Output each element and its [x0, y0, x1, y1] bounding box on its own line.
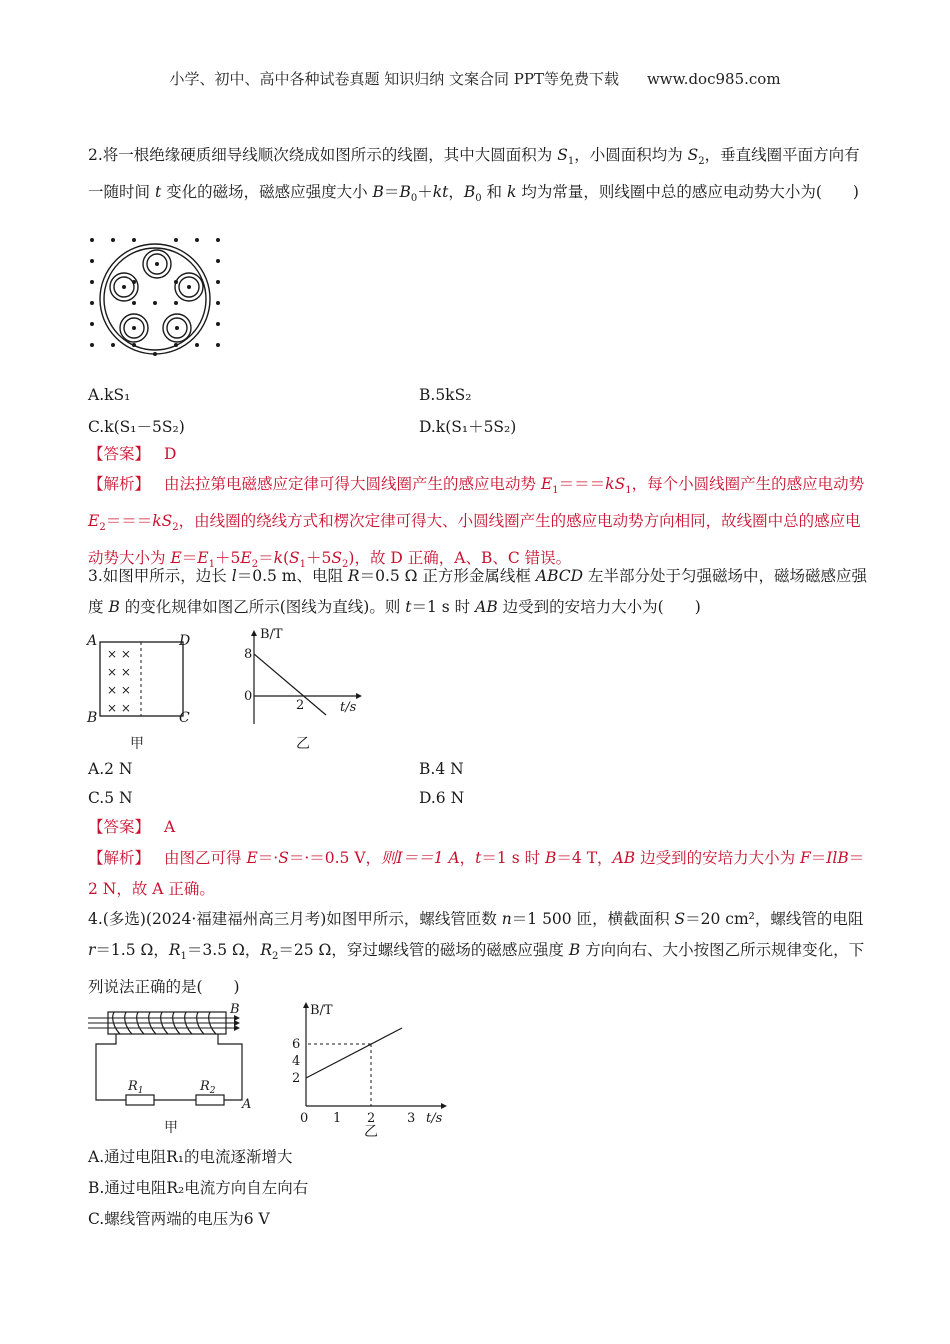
question-3-number: 3.: [88, 567, 103, 585]
answer-label: 【答案】: [88, 818, 151, 836]
corner-b-label: B: [87, 710, 98, 726]
y-tick-2: 2: [292, 1071, 301, 1086]
question-4-stem: 4.(多选)(2024·福建福州高三月考)如图甲所示，螺线管匝数 n＝1 500 匝，横截面积 S＝20 cm²，螺线管的电阻 r＝1.5 Ω，$R_1=3.5$ Ω，$R_2=25$ Ω，穿过螺线管的磁场的磁感应强度 B 方向向右、大小按图乙所示规律变化，下列说法正确的是( ): [88, 910, 865, 997]
q3-option-a[interactable]: A.2 N: [88, 760, 133, 778]
x-tick-2: 2: [367, 1111, 376, 1126]
q3-option-b[interactable]: B.4 N: [419, 760, 464, 778]
field-b-label: B: [230, 1002, 240, 1017]
answer-value: A: [164, 818, 176, 836]
question-2-stem: 2.将一根绝缘硬质细导线顺次绕成如图所示的线圈，其中大圆面积为 $S_1$，小圆面积均为 $S_2$，垂直线圈平面方向有一随时间 t 变化的磁场，磁感应强度大小 $B=B_0+kt$，$B_0$ 和 k 均为常量，则线圈中总的感应电动势大小为( ): [88, 146, 860, 205]
question-2-number: 2.: [88, 146, 103, 164]
y-tick-8: 8: [244, 647, 253, 662]
y-axis-label: B/T: [310, 1003, 333, 1018]
svg-text:R2: $R_2$: [200, 1079, 216, 1096]
q4-option-a[interactable]: A.通过电阻R₁的电流逐渐增大: [88, 1148, 293, 1166]
svg-text:× ×: × ×: [107, 683, 131, 697]
q2-option-c[interactable]: C.k(S₁－5S₂): [88, 418, 185, 436]
corner-a-label: A: [87, 633, 98, 649]
b-t-line: [254, 654, 326, 715]
terminal-a-label: A: [242, 1097, 252, 1112]
q2-analysis: 【解析】 由法拉第电磁感应定律可得大圆线圈产生的感应电动势 $E_1===kS_1$，每个小圆线圈产生的感应电动势 $E_2===kS_2$，由线圈的绕线方式和楞次定律可得大、小圆线圈产生的感应电动势方向相同，故线圈中总的感应电动势大小为 $E=E_1+5E_2=k(S_1+5S_2)$，故 D 正确，A、B、C 错误。: [88, 475, 865, 571]
header-text: 小学、初中、高中各种试卷真题 知识归纳 文案合同 PPT等免费下载: [169, 70, 619, 88]
q4-option-c[interactable]: C.螺线管两端的电压为6 V: [88, 1210, 270, 1228]
figure-caption-jia: 甲: [130, 736, 144, 752]
question-4-number: 4.: [88, 910, 103, 928]
header-url[interactable]: www.doc985.com: [646, 70, 781, 88]
magnetic-field-dots: [90, 238, 220, 356]
svg-text:× ×: × ×: [107, 701, 131, 715]
svg-text:R1: $R_1$: [128, 1079, 144, 1096]
x-tick-0: 0: [300, 1111, 309, 1126]
q3-answer: [88, 812, 868, 843]
y-tick-4: 4: [292, 1054, 301, 1069]
q3-figure-yi: [236, 624, 366, 754]
origin-label: 0: [244, 689, 253, 704]
page-header: [0, 68, 950, 89]
q3-option-c[interactable]: C.5 N: [88, 789, 133, 807]
q4-figure-yi: [286, 998, 461, 1138]
x-axis-label: t/s: [426, 1111, 443, 1126]
svg-text:× ×: × ×: [107, 647, 131, 661]
corner-d-label: D: [179, 633, 191, 649]
answer-label: 【答案】: [88, 445, 151, 463]
figure-caption-yi: 乙: [296, 736, 310, 752]
y-axis-label: B/T: [260, 627, 283, 642]
x-tick-1: 1: [333, 1111, 342, 1126]
analysis-label: 【解析】: [88, 849, 151, 867]
x-tick-2: 2: [296, 698, 305, 713]
question-3-stem: 3.如图甲所示，边长 l＝0.5 m、电阻 R＝0.5 Ω 正方形金属线框 ABCD 左半部分处于匀强磁场中，磁场磁感应强度 B 的变化规律如图乙所示(图线为直线)。则 t＝1 s 时 AB 边受到的安培力大小为( ): [88, 567, 867, 616]
x-axis-label: t/s: [340, 700, 357, 715]
q4-figure-jia: [86, 1000, 261, 1135]
q2-option-d[interactable]: D.k(S₁＋5S₂): [419, 418, 517, 436]
corner-c-label: C: [179, 710, 190, 726]
resistor-r1: [126, 1095, 154, 1105]
svg-text:× ×: × ×: [107, 665, 131, 679]
q3-option-d[interactable]: D.6 N: [419, 789, 465, 807]
q2-answer: [88, 439, 868, 470]
figure-caption-yi: 乙: [364, 1124, 378, 1138]
q2-option-b[interactable]: B.5kS₂: [419, 386, 472, 404]
analysis-label: 【解析】: [88, 475, 151, 493]
q3-figure-jia: [86, 628, 201, 753]
coil-loops: [100, 244, 210, 354]
q4-option-b[interactable]: B.通过电阻R₂电流方向自左向右: [88, 1179, 309, 1197]
x-tick-3: 3: [407, 1111, 416, 1126]
answer-value: D: [164, 445, 177, 463]
y-tick-6: 6: [292, 1037, 301, 1052]
q2-option-a[interactable]: A.kS₁: [88, 386, 131, 404]
resistor-r2: [196, 1095, 224, 1105]
figure-caption-jia: 甲: [164, 1120, 178, 1135]
q3-analysis: 【解析】 由图乙可得 E＝·S＝·＝0.5 V，则I＝＝1 A，t＝1 s 时 B＝4 T，AB 边受到的安培力大小为 F＝IlB＝2 N，故 A 正确。: [88, 849, 865, 898]
q2-coil-figure: [88, 234, 228, 359]
b-t-line: [306, 1028, 402, 1078]
